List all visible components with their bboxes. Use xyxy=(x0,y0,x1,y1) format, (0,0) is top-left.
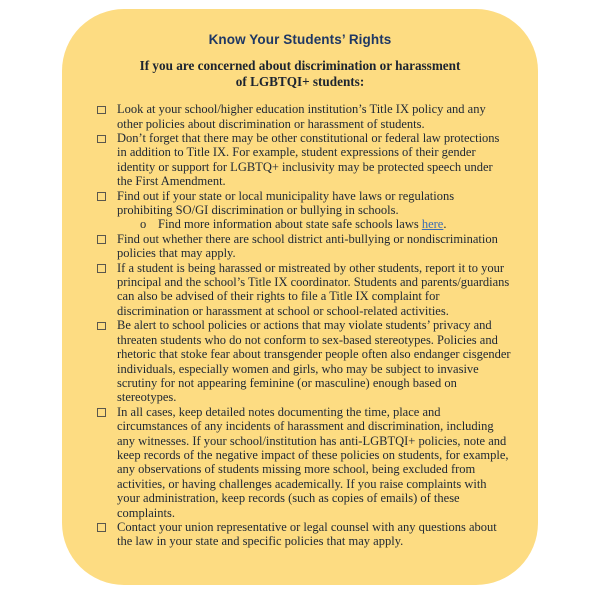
list-item xyxy=(117,232,511,261)
rights-list xyxy=(117,102,511,549)
list-item xyxy=(117,131,511,189)
checkbox-icon xyxy=(97,135,106,144)
list-item-text: Be alert to school policies or actions that may violate students’ privacy and threaten students who do not conform to sex-based stereotypes. Policies and rhetoric that stoke fear about transgender people often also endanger cisgender individuals, especially women and girls, who may be subject to invasive scrutiny for not appearing feminine (or masculine) enough based on stereotypes. xyxy=(117,318,511,405)
checkbox-icon xyxy=(97,264,106,273)
card-title: Know Your Students’ Rights xyxy=(208,32,392,47)
list-item xyxy=(117,520,511,549)
subitem-text: Find more information about state safe schools laws xyxy=(158,217,422,232)
list-item xyxy=(117,261,511,319)
checkbox-icon xyxy=(97,106,106,115)
list-item-text: Contact your union representative or legal counsel with any questions about the law in your state and specific policies that may apply. xyxy=(117,519,497,549)
checkbox-icon xyxy=(97,235,106,244)
card-subtitle-line1: If you are concerned about discrimination or harassment xyxy=(139,58,461,73)
list-item xyxy=(117,405,511,520)
checkbox-icon xyxy=(97,408,106,417)
circle-bullet-icon: o xyxy=(140,217,147,232)
checkbox-icon xyxy=(97,192,106,201)
list-item-text: If a student is being harassed or mistreated by other students, report it to your principal and the school’s Title IX coordinator. Students and parents/guardians can also be advised of their rights to file a Title IX complaint for discrimination or harassment at school or school-related activities. xyxy=(117,260,510,318)
list-item xyxy=(117,189,511,232)
card-subtitle xyxy=(102,58,498,89)
list-item-text: Don’t forget that there may be other constitutional or federal law protections in addition to Title IX. For example, student expressions of their gender identity or support for LGBTQ+ inclusivity may be protected speech under the First Amendment. xyxy=(117,131,500,189)
list-item-text: Look at your school/higher education institution’s Title IX policy and any other policies about discrimination or harassment of students. xyxy=(117,102,486,131)
checkbox-icon xyxy=(97,322,106,331)
checkbox-icon xyxy=(97,523,106,532)
list-item xyxy=(117,102,511,131)
rights-card xyxy=(62,9,538,585)
card-subtitle-line2: of LGBTQI+ students: xyxy=(235,73,365,89)
subitem-text-suffix: . xyxy=(443,217,447,232)
list-item xyxy=(117,318,511,404)
list-item-text: In all cases, keep detailed notes documenting the time, place and circumstances of any incidents of harassment and discrimination, including any witnesses. If your school/institution has anti-LGBTQI+ policies, note and keep records of the negative impact of these policies on students, for example, any observations of students missing more school, being excluded from activities, or having challenges academically. If you raise complaints with your administration, keep records (such as copies of emails) of these complaints. xyxy=(117,404,509,520)
list-item-text: Find out whether there are school district anti-bullying or nondiscrimination policies that may apply. xyxy=(117,231,498,261)
safe-schools-laws-link[interactable]: here xyxy=(421,217,444,232)
list-subitem xyxy=(117,217,511,231)
list-item-text: Find out if your state or local municipality have laws or regulations prohibiting SO/GI discrimination or bullying in schools. xyxy=(117,188,455,218)
